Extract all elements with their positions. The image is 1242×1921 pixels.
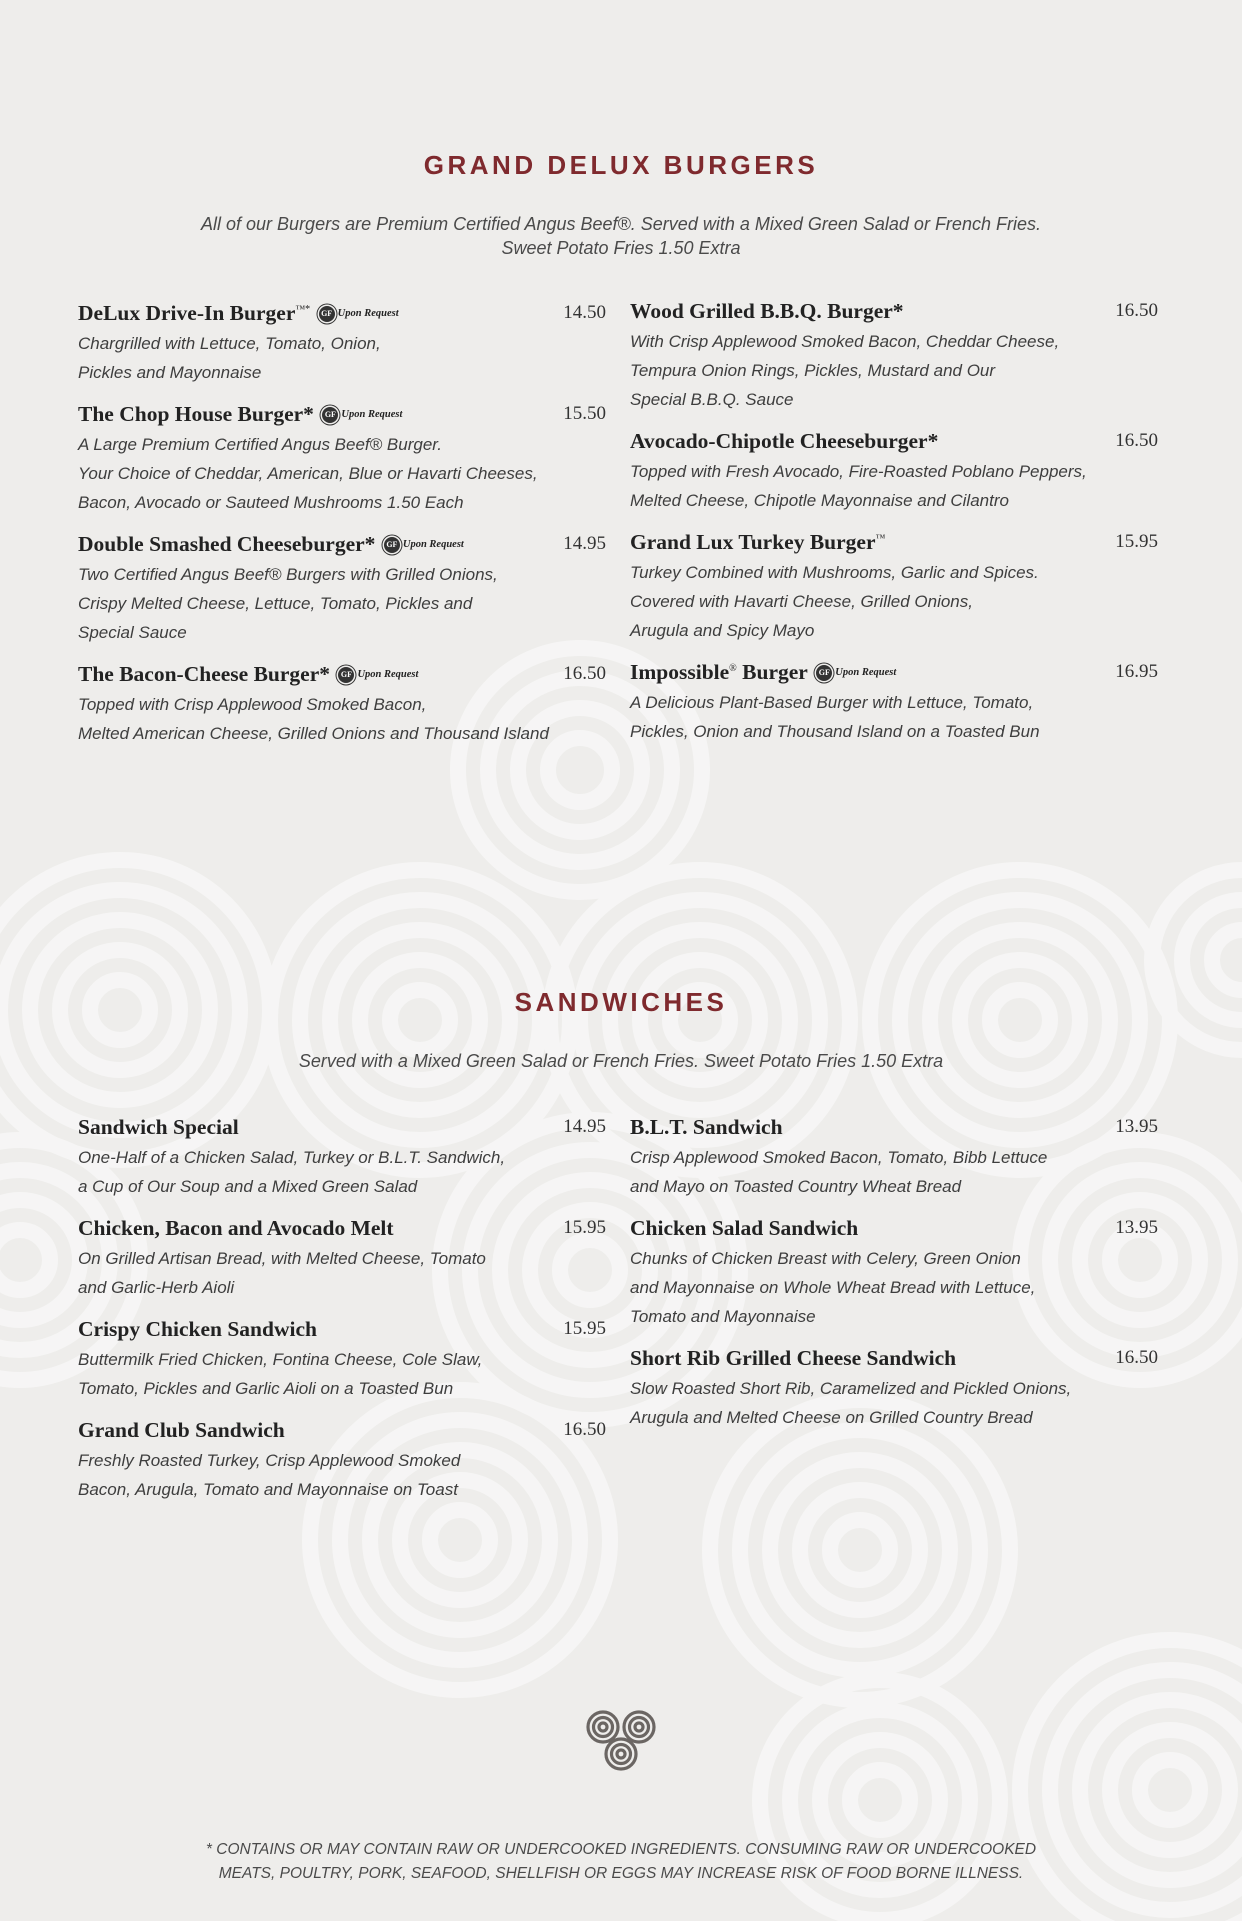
burgers-subtitle — [0, 212, 1242, 260]
item-name: Chicken Salad Sandwich — [630, 1216, 859, 1240]
item-price: 15.95 — [1115, 531, 1158, 552]
item-price: 15.95 — [563, 1318, 606, 1339]
menu-item — [78, 1314, 606, 1403]
item-description: Buttermilk Fried Chicken, Fontina Cheese, Cole Slaw, Tomato, Pickles and Garlic Aioli on a Toasted Bun — [78, 1350, 483, 1398]
item-description: Freshly Roasted Turkey, Crisp Applewood Smoked Bacon, Arugula, Tomato and Mayonnaise on Toast — [78, 1451, 461, 1499]
item-name: Chicken, Bacon and Avocado Melt — [78, 1216, 394, 1240]
item-name: DeLux Drive-In Burger™* — [78, 301, 311, 325]
menu-item — [630, 296, 1158, 414]
item-description: A Delicious Plant-Based Burger with Lettuce, Tomato, Pickles, Onion and Thousand Island on a Toasted Bun — [630, 693, 1040, 741]
item-description: A Large Premium Certified Angus Beef® Burger. Your Choice of Cheddar, American, Blue or Havarti Cheeses, Bacon, Avocado or Sauteed Mushrooms 1.50 Each — [78, 435, 538, 512]
item-price: 13.95 — [1115, 1116, 1158, 1137]
item-price: 16.50 — [563, 663, 606, 684]
sandwiches-right-column — [630, 1112, 1158, 1444]
menu-item — [630, 657, 1158, 746]
item-name: The Bacon-Cheese Burger* — [78, 662, 330, 686]
item-price: 16.95 — [1115, 661, 1158, 682]
menu-item — [630, 527, 1158, 645]
item-name: Short Rib Grilled Cheese Sandwich — [630, 1346, 957, 1370]
menu-item — [630, 1343, 1158, 1432]
burgers-title: GRAND DELUX BURGERS — [423, 150, 819, 180]
item-description: Topped with Fresh Avocado, Fire-Roasted Poblano Peppers, Melted Cheese, Chipotle Mayonnaise and Cilantro — [630, 462, 1087, 510]
sandwiches-title: SANDWICHES — [514, 987, 728, 1017]
gluten-free-upon-request: GF Upon Request — [319, 306, 399, 322]
sandwiches-left-column — [78, 1112, 606, 1516]
menu-item — [630, 426, 1158, 515]
gf-badge-icon: GF — [384, 537, 400, 553]
item-description: With Crisp Applewood Smoked Bacon, Cheddar Cheese, Tempura Onion Rings, Pickles, Mustard and Our Special B.B.Q. Sauce — [630, 332, 1060, 409]
gf-badge-icon: GF — [338, 667, 354, 683]
item-price: 13.95 — [1115, 1217, 1158, 1238]
gluten-free-upon-request: GF Upon Request — [384, 537, 464, 553]
gf-badge-icon: GF — [816, 665, 832, 681]
raw-food-disclaimer: * CONTAINS OR MAY CONTAIN RAW OR UNDERCOOKED INGREDIENTS. CONSUMING RAW OR UNDERCOOKED MEATS, POULTRY, PORK, SEAFOOD, SHELLFISH OR EGGS MAY INCREASE RISK OF FOOD BORNE ILLNESS. — [205, 1841, 1037, 1882]
item-name: The Chop House Burger* — [78, 402, 314, 426]
burgers-subtitle-line-2: Sweet Potato Fries 1.50 Extra — [501, 238, 741, 258]
item-name: B.L.T. Sandwich — [630, 1115, 783, 1139]
item-description: Topped with Crisp Applewood Smoked Bacon, Melted American Cheese, Grilled Onions and Thousand Island — [78, 695, 549, 743]
item-price: 15.50 — [563, 403, 606, 424]
triskelion-icon — [585, 1707, 657, 1773]
menu-item — [630, 1112, 1158, 1201]
item-name: Impossible® Burger — [630, 660, 808, 684]
item-price: 16.50 — [1115, 430, 1158, 451]
gluten-free-upon-request: GF Upon Request — [322, 407, 402, 423]
item-name: Wood Grilled B.B.Q. Burger* — [630, 299, 904, 323]
gf-badge-icon: GF — [319, 306, 335, 322]
item-description: Turkey Combined with Mushrooms, Garlic and Spices. Covered with Havarti Cheese, Grilled Onions, Arugula and Spicy Mayo — [630, 563, 1039, 640]
item-description: One-Half of a Chicken Salad, Turkey or B.L.T. Sandwich, a Cup of Our Soup and a Mixed Green Salad — [78, 1148, 506, 1196]
item-description: Crisp Applewood Smoked Bacon, Tomato, Bibb Lettuce and Mayo on Toasted Country Wheat Bread — [630, 1148, 1048, 1196]
item-price: 14.95 — [563, 533, 606, 554]
gluten-free-upon-request: GF Upon Request — [338, 667, 418, 683]
item-description: Chargrilled with Lettuce, Tomato, Onion, Pickles and Mayonnaise — [78, 334, 381, 382]
item-price: 16.50 — [1115, 1347, 1158, 1368]
menu-item — [78, 1415, 606, 1504]
burgers-right-column — [630, 296, 1158, 758]
item-description: Two Certified Angus Beef® Burgers with Grilled Onions, Crispy Melted Cheese, Lettuce, Tomato, Pickles and Special Sauce — [78, 565, 498, 642]
menu-item — [78, 298, 606, 387]
item-name: Grand Club Sandwich — [78, 1418, 285, 1442]
item-name: Sandwich Special — [78, 1115, 239, 1139]
item-price: 16.50 — [563, 1419, 606, 1440]
gluten-free-upon-request: GF Upon Request — [816, 665, 896, 681]
item-name: Grand Lux Turkey Burger™ — [630, 530, 886, 554]
menu-item — [78, 399, 606, 517]
item-price: 15.95 — [563, 1217, 606, 1238]
menu-item — [78, 1213, 606, 1302]
item-name: Avocado-Chipotle Cheeseburger* — [630, 429, 939, 453]
burgers-subtitle-line-1: All of our Burgers are Premium Certified Angus Beef®. Served with a Mixed Green Salad or French Fries. — [201, 214, 1041, 234]
menu-item — [630, 1213, 1158, 1331]
sandwiches-subtitle: Served with a Mixed Green Salad or French Fries. Sweet Potato Fries 1.50 Extra — [298, 1051, 944, 1071]
item-price: 14.50 — [563, 302, 606, 323]
item-price: 14.95 — [563, 1116, 606, 1137]
burgers-left-column — [78, 298, 606, 760]
gf-badge-icon: GF — [322, 407, 338, 423]
item-name: Double Smashed Cheeseburger* — [78, 532, 376, 556]
menu-item — [78, 1112, 606, 1201]
item-price: 16.50 — [1115, 300, 1158, 321]
menu-item — [78, 529, 606, 647]
item-description: On Grilled Artisan Bread, with Melted Cheese, Tomato and Garlic-Herb Aioli — [78, 1249, 486, 1297]
menu-item — [78, 659, 606, 748]
item-description: Chunks of Chicken Breast with Celery, Green Onion and Mayonnaise on Whole Wheat Bread with Lettuce, Tomato and Mayonnaise — [630, 1249, 1036, 1326]
item-description: Slow Roasted Short Rib, Caramelized and Pickled Onions, Arugula and Melted Cheese on Grilled Country Bread — [630, 1379, 1072, 1427]
item-name: Crispy Chicken Sandwich — [78, 1317, 317, 1341]
